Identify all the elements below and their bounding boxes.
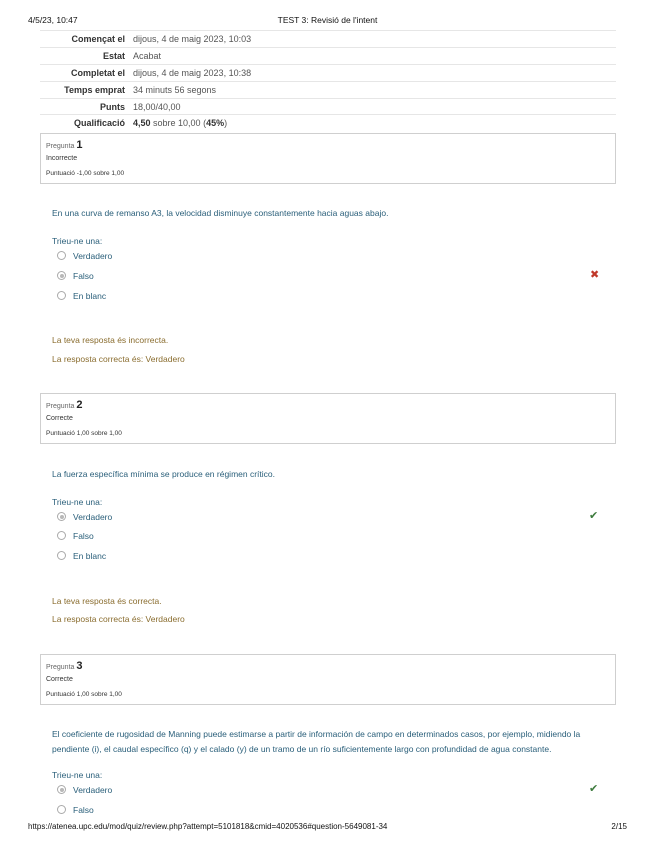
option-falso[interactable]: Falso <box>57 270 94 282</box>
radio-selected-icon[interactable] <box>57 512 66 521</box>
question-number: 3 <box>76 660 83 672</box>
print-date: 4/5/23, 10:47 <box>28 15 78 25</box>
radio-icon[interactable] <box>57 805 66 814</box>
question-state: Correcte <box>46 415 73 422</box>
summary-row: Començat el dijous, 4 de maig 2023, 10:03 <box>40 31 616 48</box>
choose-prompt: Trieu-ne una: <box>52 770 103 780</box>
attempt-summary-table <box>40 30 616 131</box>
radio-icon[interactable] <box>57 251 66 260</box>
option-verdadero[interactable]: Verdadero <box>57 250 112 262</box>
page-url[interactable]: https://atenea.upc.edu/mod/quiz/review.php?attempt=5101818&cmid=4020536#question-5649081-34 <box>28 822 388 831</box>
option-verdadero[interactable]: Verdadero <box>57 784 112 796</box>
choose-prompt: Trieu-ne una: <box>52 497 103 507</box>
grade-value: 4,50 <box>133 118 151 129</box>
radio-icon[interactable] <box>57 551 66 560</box>
correct-answer-text: La resposta correcta és: Verdadero <box>52 614 185 624</box>
correct-check-icon: ✔ <box>589 783 599 795</box>
feedback-text: La teva resposta és incorrecta. <box>52 335 169 345</box>
choose-prompt: Trieu-ne una: <box>52 236 103 246</box>
grade-percent: 45% <box>206 118 225 129</box>
summary-row: Estat Acabat <box>40 47 616 64</box>
summary-row: Completat el dijous, 4 de maig 2023, 10:38 <box>40 64 616 81</box>
incorrect-icon: ✖ <box>590 269 600 281</box>
question-text-2: La fuerza específica mínima se produce en régimen crítico. <box>52 469 275 479</box>
option-en-blanc[interactable]: En blanc <box>57 290 106 302</box>
question-state: Correcte <box>46 676 73 683</box>
question-info-3: Pregunta 3 Correcte Puntuació 1,00 sobre 1,00 <box>40 654 616 705</box>
correct-check-icon: ✔ <box>589 510 599 522</box>
question-text-1: En una curva de remanso A3, la velocidad disminuye constantemente hacia aguas abajo. <box>52 208 389 218</box>
question-number: 1 <box>76 139 83 151</box>
page-number: 2/15 <box>611 822 627 831</box>
feedback-text: La teva resposta és correcta. <box>52 596 162 606</box>
question-state: Incorrecte <box>46 155 78 162</box>
radio-selected-icon[interactable] <box>57 271 66 280</box>
radio-selected-icon[interactable] <box>57 785 66 794</box>
question-grade: Puntuació 1,00 sobre 1,00 <box>46 430 122 437</box>
page-title: TEST 3: Revisió de l'intent <box>277 15 378 25</box>
radio-icon[interactable] <box>57 291 66 300</box>
summary-row: Temps emprat 34 minuts 56 segons <box>40 81 616 98</box>
question-info-1: Pregunta 1 Incorrecte Puntuació -1,00 sobre 1,00 <box>40 133 616 184</box>
question-info-2: Pregunta 2 Correcte Puntuació 1,00 sobre 1,00 <box>40 393 616 444</box>
correct-answer-text: La resposta correcta és: Verdadero <box>52 354 185 364</box>
question-grade: Puntuació -1,00 sobre 1,00 <box>46 170 125 177</box>
option-falso[interactable]: Falso <box>57 804 94 816</box>
summary-row-grade: Qualificació 4,50 sobre 10,00 (45%) <box>40 115 616 131</box>
radio-icon[interactable] <box>57 531 66 540</box>
option-falso[interactable]: Falso <box>57 530 94 542</box>
question-grade: Puntuació 1,00 sobre 1,00 <box>46 691 122 698</box>
option-verdadero[interactable]: Verdadero <box>57 511 112 523</box>
summary-row: Punts 18,00/40,00 <box>40 98 616 115</box>
question-text-3: El coeficiente de rugosidad de Manning puede estimarse a partir de información de campo en determinados casos, por ejemplo, midiendo la pendiente (i), el caudal específico (q) y el calado (y) de un tramo de un río suficientemente largo con profundidad de agua constante. <box>52 729 581 754</box>
option-en-blanc[interactable]: En blanc <box>57 550 106 562</box>
question-number: 2 <box>76 399 83 411</box>
